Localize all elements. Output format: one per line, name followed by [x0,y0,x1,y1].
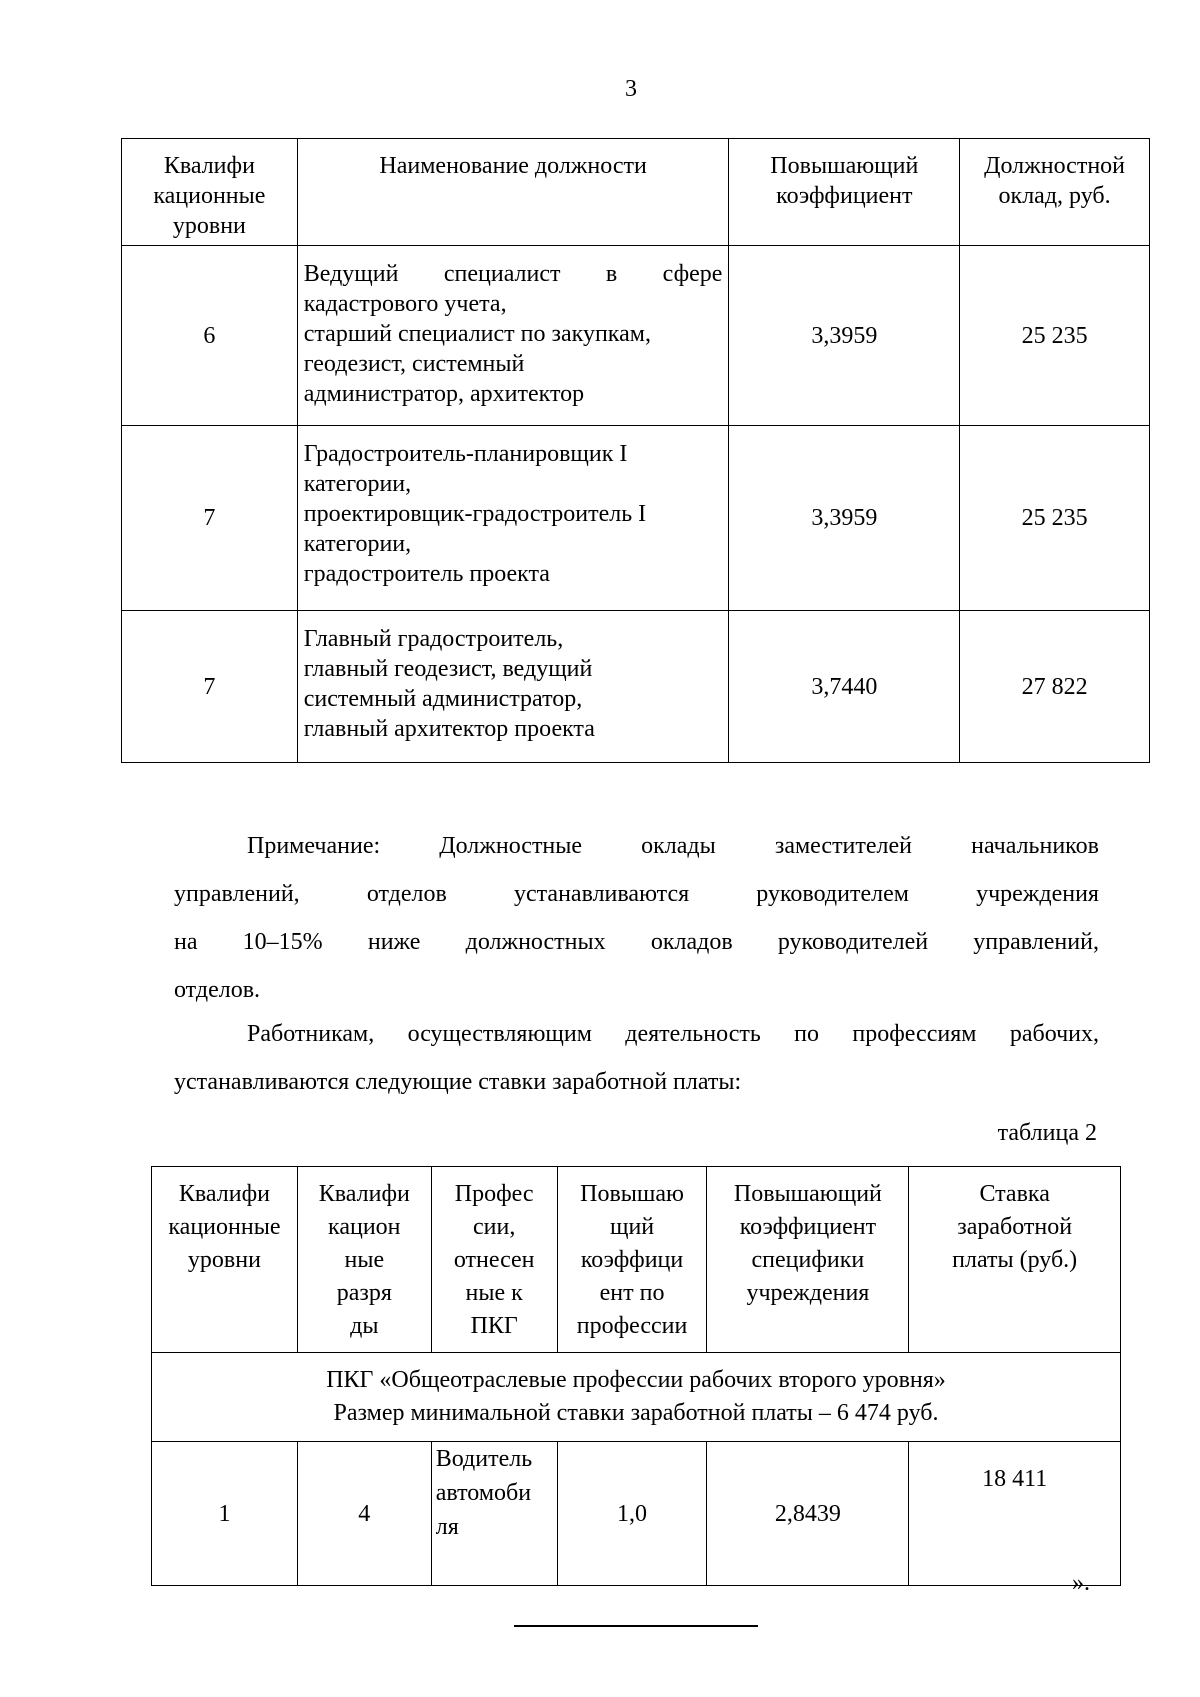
coefficient-cell: 3,3959 [729,426,960,611]
position-name-cell: Градостроитель-планировщик I категории, проектировщик-градостроитель I категории, градостроитель проекта [297,426,729,611]
header-professions: Профес сии, отнесен ные к ПКГ [431,1167,557,1353]
position-name-cell: Главный градостроитель, главный геодезист, ведущий системный администратор, главный архитектор проекта [297,611,729,763]
qualification-level-cell: 7 [122,426,298,611]
header-position-name: Наименование должности [297,139,729,246]
coefficient-cell: 3,7440 [729,611,960,763]
group-title: ПКГ «Общеотраслевые профессии рабочих второго уровня» [326,1367,946,1393]
header-qualification-level: Квалифи кационные уровни [152,1167,298,1353]
table-header-row [152,1167,1121,1353]
table-row [122,426,1150,611]
profession-coefficient-cell: 1,0 [557,1442,707,1586]
positions-salary-table [121,138,1150,763]
group-min-rate: Размер минимальной ставки заработной платы – 6 474 руб. [333,1400,939,1426]
institution-coefficient-cell: 2,8439 [707,1442,909,1586]
coefficient-cell: 3,3959 [729,246,960,426]
table-2-label: таблица 2 [997,1120,1097,1146]
header-rate: Ставка заработной платы (руб.) [909,1167,1121,1353]
header-qualification-level: Квалифи кационные уровни [122,139,298,246]
salary-cell: 27 822 [960,611,1150,763]
salary-cell: 25 235 [960,246,1150,426]
worker-rates-table [151,1166,1121,1586]
note-line: на 10–15% ниже должностных окладов руководителей управлений, [174,929,1099,955]
header-profession-coefficient: Повышаю щий коэффици ент по профессии [557,1167,707,1353]
workers-paragraph [174,1010,1099,1106]
qualification-level-cell: 1 [152,1442,298,1586]
note-line: отделов. [174,977,261,1003]
qualification-level-cell: 6 [122,246,298,426]
position-name-cell: Ведущий специалист в сфере кадастрового учета, старший специалист по закупкам, геодезист, системный администратор, архитектор [297,246,729,426]
qualification-grade-cell: 4 [297,1442,431,1586]
note-line: Примечание: Должностные оклады заместителей начальников [247,833,1099,859]
header-qualification-grade: Квалифи кацион ные разря ды [297,1167,431,1353]
table-row [122,246,1150,426]
professional-group-cell [152,1353,1121,1442]
table-row [152,1442,1121,1586]
header-coefficient: Повышающий коэффициент [729,139,960,246]
table-header-row [122,139,1150,246]
rate-cell: 18 411 [909,1442,1121,1586]
page-number: 3 [625,76,637,102]
professional-group-row [152,1353,1121,1442]
header-salary: Должностной оклад, руб. [960,139,1150,246]
workers-line: устанавливаются следующие ставки заработной платы: [174,1069,742,1095]
qualification-level-cell: 7 [122,611,298,763]
table-row [122,611,1150,763]
closing-quote: ». [1072,1570,1090,1596]
profession-cell: Водитель автомоби ля [431,1442,557,1586]
footer-divider [514,1625,758,1627]
note-paragraph [174,822,1099,1014]
note-line: управлений, отделов устанавливаются руководителем учреждения [174,881,1099,907]
header-institution-coefficient: Повышающий коэффициент специфики учреждения [707,1167,909,1353]
workers-line: Работникам, осуществляющим деятельность по профессиям рабочих, [247,1021,1099,1047]
salary-cell: 25 235 [960,426,1150,611]
